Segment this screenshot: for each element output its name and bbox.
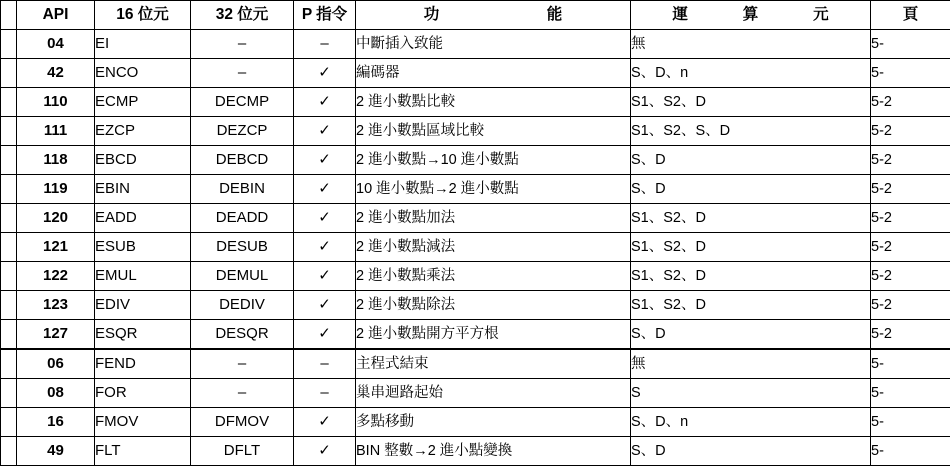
cell-function: 中斷插入致能 bbox=[356, 30, 631, 59]
row-left-edge bbox=[1, 59, 17, 88]
cell-api: 121 bbox=[17, 233, 95, 262]
cell-api: 49 bbox=[17, 437, 95, 466]
table-row bbox=[1, 30, 950, 59]
cell-api: 42 bbox=[17, 59, 95, 88]
cell-page: 5- bbox=[871, 30, 950, 59]
row-left-edge bbox=[1, 291, 17, 320]
row-left-edge bbox=[1, 30, 17, 59]
cell-page: 5-2 bbox=[871, 88, 950, 117]
table-row bbox=[1, 233, 950, 262]
cell-mnemonic-32bit: DECMP bbox=[191, 88, 294, 117]
cell-operand: S、D bbox=[631, 146, 871, 175]
cell-operand: S、D bbox=[631, 437, 871, 466]
cell-page: 5-2 bbox=[871, 146, 950, 175]
cell-p-instruction: ✓ bbox=[294, 59, 356, 88]
row-left-edge bbox=[1, 146, 17, 175]
cell-operand: S1、S2、D bbox=[631, 291, 871, 320]
cell-operand: S、D bbox=[631, 175, 871, 204]
cell-mnemonic-32bit: DEMUL bbox=[191, 262, 294, 291]
cell-function: 2 進小數點區域比較 bbox=[356, 117, 631, 146]
cell-page: 5-2 bbox=[871, 233, 950, 262]
cell-mnemonic-32bit: – bbox=[191, 379, 294, 408]
cell-api: 16 bbox=[17, 408, 95, 437]
cell-api: 119 bbox=[17, 175, 95, 204]
header-function-char-1: 功 bbox=[424, 1, 440, 29]
cell-p-instruction: ✓ bbox=[294, 262, 356, 291]
cell-function: 10 進小數點→2 進小數點 bbox=[356, 175, 631, 204]
cell-page: 5-2 bbox=[871, 262, 950, 291]
cell-page: 5-2 bbox=[871, 204, 950, 233]
cell-mnemonic-16bit: ECMP bbox=[95, 88, 191, 117]
cell-p-instruction: ✓ bbox=[294, 175, 356, 204]
row-left-edge bbox=[1, 437, 17, 466]
cell-mnemonic-32bit: – bbox=[191, 30, 294, 59]
cell-api: 06 bbox=[17, 349, 95, 379]
cell-mnemonic-16bit: ESQR bbox=[95, 320, 191, 350]
table-row bbox=[1, 437, 950, 466]
table-row bbox=[1, 88, 950, 117]
cell-function: 2 進小數點→10 進小數點 bbox=[356, 146, 631, 175]
header-operand-char-1: 運 bbox=[672, 1, 688, 29]
cell-page: 5-2 bbox=[871, 175, 950, 204]
cell-operand: S、D、n bbox=[631, 408, 871, 437]
table-row bbox=[1, 59, 950, 88]
cell-mnemonic-32bit: DESUB bbox=[191, 233, 294, 262]
cell-p-instruction: ✓ bbox=[294, 117, 356, 146]
table-header-row bbox=[1, 1, 950, 30]
cell-mnemonic-16bit: EBIN bbox=[95, 175, 191, 204]
cell-api: 118 bbox=[17, 146, 95, 175]
table-row bbox=[1, 379, 950, 408]
cell-api: 120 bbox=[17, 204, 95, 233]
cell-mnemonic-32bit: – bbox=[191, 59, 294, 88]
cell-operand: S bbox=[631, 379, 871, 408]
cell-mnemonic-32bit: DEZCP bbox=[191, 117, 294, 146]
cell-mnemonic-16bit: FOR bbox=[95, 379, 191, 408]
cell-mnemonic-16bit: FMOV bbox=[95, 408, 191, 437]
cell-api: 111 bbox=[17, 117, 95, 146]
cell-mnemonic-32bit: DESQR bbox=[191, 320, 294, 350]
cell-operand: S1、S2、D bbox=[631, 88, 871, 117]
table-row bbox=[1, 262, 950, 291]
cell-p-instruction: ✓ bbox=[294, 146, 356, 175]
row-left-edge bbox=[1, 175, 17, 204]
table-row bbox=[1, 349, 950, 379]
cell-page: 5- bbox=[871, 408, 950, 437]
row-left-edge bbox=[1, 320, 17, 350]
cell-p-instruction: ✓ bbox=[294, 437, 356, 466]
header-api: API bbox=[17, 1, 95, 30]
row-left-edge bbox=[1, 408, 17, 437]
cell-p-instruction: ✓ bbox=[294, 204, 356, 233]
cell-mnemonic-32bit: DFMOV bbox=[191, 408, 294, 437]
cell-page: 5-2 bbox=[871, 117, 950, 146]
header-16bit: 16 位元 bbox=[95, 1, 191, 30]
cell-operand: S1、S2、D bbox=[631, 204, 871, 233]
cell-page: 5- bbox=[871, 59, 950, 88]
cell-operand: S1、S2、S、D bbox=[631, 117, 871, 146]
row-left-edge bbox=[1, 88, 17, 117]
header-function bbox=[356, 1, 631, 30]
row-left-edge bbox=[1, 117, 17, 146]
cell-api: 127 bbox=[17, 320, 95, 350]
cell-function: 多點移動 bbox=[356, 408, 631, 437]
cell-mnemonic-32bit: DEADD bbox=[191, 204, 294, 233]
cell-page: 5-2 bbox=[871, 320, 950, 350]
cell-mnemonic-32bit: DEBIN bbox=[191, 175, 294, 204]
row-left-edge bbox=[1, 349, 17, 379]
header-32bit: 32 位元 bbox=[191, 1, 294, 30]
cell-mnemonic-16bit: FLT bbox=[95, 437, 191, 466]
row-left-edge bbox=[1, 233, 17, 262]
cell-p-instruction: – bbox=[294, 30, 356, 59]
cell-function: 2 進小數點乘法 bbox=[356, 262, 631, 291]
cell-api: 122 bbox=[17, 262, 95, 291]
cell-api: 04 bbox=[17, 30, 95, 59]
cell-p-instruction: ✓ bbox=[294, 88, 356, 117]
cell-function: 2 進小數點比較 bbox=[356, 88, 631, 117]
table-row bbox=[1, 146, 950, 175]
cell-p-instruction: – bbox=[294, 379, 356, 408]
cell-mnemonic-16bit: ESUB bbox=[95, 233, 191, 262]
cell-p-instruction: – bbox=[294, 349, 356, 379]
header-function-char-2: 能 bbox=[547, 1, 563, 29]
cell-mnemonic-16bit: EZCP bbox=[95, 117, 191, 146]
cell-api: 110 bbox=[17, 88, 95, 117]
table-row bbox=[1, 175, 950, 204]
cell-api: 123 bbox=[17, 291, 95, 320]
cell-p-instruction: ✓ bbox=[294, 408, 356, 437]
cell-p-instruction: ✓ bbox=[294, 233, 356, 262]
row-left-edge bbox=[1, 204, 17, 233]
cell-mnemonic-32bit: – bbox=[191, 349, 294, 379]
table-row bbox=[1, 408, 950, 437]
cell-mnemonic-16bit: EADD bbox=[95, 204, 191, 233]
cell-operand: 無 bbox=[631, 30, 871, 59]
cell-function: BIN 整數→2 進小點變換 bbox=[356, 437, 631, 466]
header-page: 頁 bbox=[871, 1, 950, 30]
cell-mnemonic-16bit: EBCD bbox=[95, 146, 191, 175]
cell-function: 2 進小數點開方平方根 bbox=[356, 320, 631, 350]
table-row bbox=[1, 117, 950, 146]
cell-operand: S1、S2、D bbox=[631, 262, 871, 291]
cell-function: 2 進小數點加法 bbox=[356, 204, 631, 233]
cell-page: 5-2 bbox=[871, 291, 950, 320]
cell-page: 5- bbox=[871, 379, 950, 408]
header-p-instruction: P 指令 bbox=[294, 1, 356, 30]
header-operand bbox=[631, 1, 871, 30]
cell-mnemonic-32bit: DEBCD bbox=[191, 146, 294, 175]
cell-api: 08 bbox=[17, 379, 95, 408]
cell-mnemonic-16bit: EI bbox=[95, 30, 191, 59]
cell-mnemonic-32bit: DEDIV bbox=[191, 291, 294, 320]
cell-function: 巢串迴路起始 bbox=[356, 379, 631, 408]
cell-function: 2 進小數點除法 bbox=[356, 291, 631, 320]
cell-p-instruction: ✓ bbox=[294, 320, 356, 350]
row-left-edge bbox=[1, 262, 17, 291]
cell-p-instruction: ✓ bbox=[294, 291, 356, 320]
row-left-edge bbox=[1, 379, 17, 408]
cell-mnemonic-16bit: ENCO bbox=[95, 59, 191, 88]
cell-mnemonic-16bit: EDIV bbox=[95, 291, 191, 320]
cell-mnemonic-16bit: FEND bbox=[95, 349, 191, 379]
cell-operand: S1、S2、D bbox=[631, 233, 871, 262]
cell-function: 2 進小數點減法 bbox=[356, 233, 631, 262]
cell-mnemonic-16bit: EMUL bbox=[95, 262, 191, 291]
cell-page: 5- bbox=[871, 437, 950, 466]
header-left-edge bbox=[1, 1, 17, 30]
table-row bbox=[1, 291, 950, 320]
cell-mnemonic-32bit: DFLT bbox=[191, 437, 294, 466]
table-row bbox=[1, 320, 950, 350]
header-operand-char-2: 算 bbox=[743, 1, 759, 29]
cell-operand: 無 bbox=[631, 349, 871, 379]
table-row bbox=[1, 204, 950, 233]
cell-operand: S、D bbox=[631, 320, 871, 350]
cell-function: 編碼器 bbox=[356, 59, 631, 88]
cell-function: 主程式結束 bbox=[356, 349, 631, 379]
cell-operand: S、D、n bbox=[631, 59, 871, 88]
cell-page: 5- bbox=[871, 349, 950, 379]
header-operand-char-3: 元 bbox=[813, 1, 829, 29]
